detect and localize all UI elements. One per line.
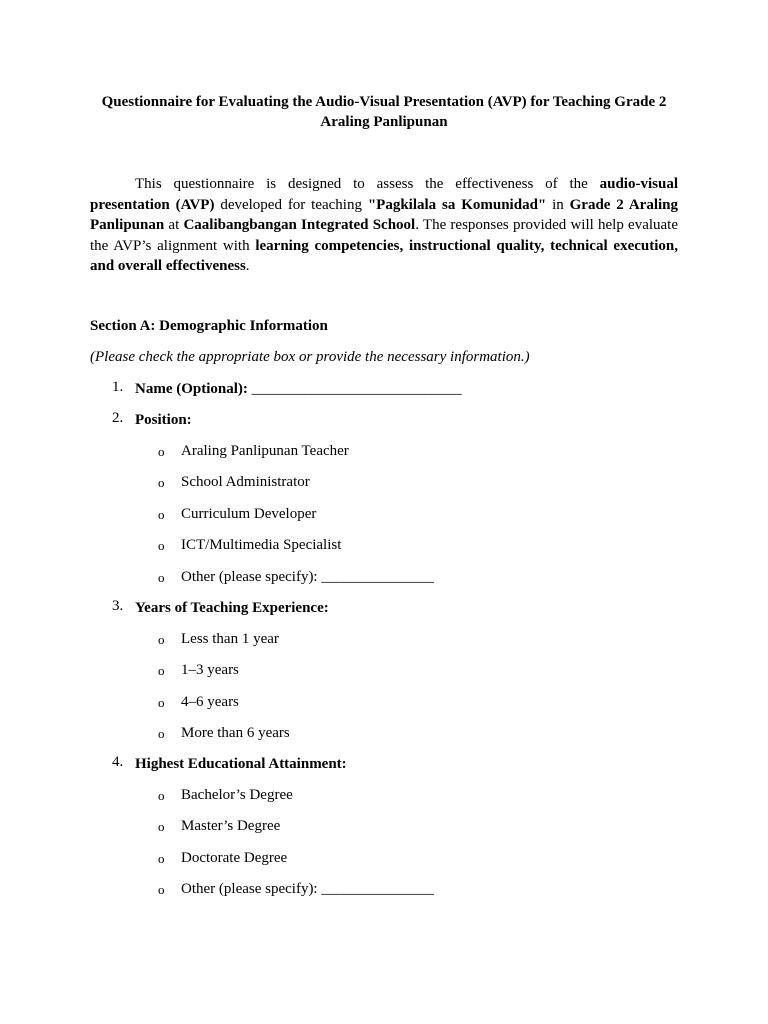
intro-bold: Grade 2 Araling Panlipunan [90, 196, 678, 233]
bullet-icon: o [158, 444, 165, 459]
question-number: 4. [112, 754, 124, 770]
bullet-icon: o [158, 632, 165, 647]
bullet-icon: o [158, 507, 165, 522]
intro-text: at [164, 217, 184, 233]
bullet-icon: o [158, 851, 165, 866]
bullet-icon: o [158, 726, 165, 741]
intro-text: . [245, 258, 250, 274]
question-number: 1. [112, 379, 124, 395]
intro-text: . The responses provided will help evaluate the AVP’s alignment with [90, 217, 679, 254]
bullet-icon: o [158, 695, 165, 710]
bullet-icon: o [158, 538, 165, 553]
option-item[interactable]: Araling Panlipunan Teacher [181, 443, 349, 459]
intro-bold: Caalibangbangan Integrated School [183, 217, 416, 233]
option-item[interactable]: Master’s Degree [181, 818, 281, 834]
question-number: 2. [112, 410, 124, 426]
question-label: Position: [135, 412, 192, 428]
option-item[interactable]: Curriculum Developer [181, 506, 317, 522]
option-item[interactable]: Bachelor’s Degree [181, 787, 293, 803]
question-label: Highest Educational Attainment: [135, 756, 347, 772]
option-item[interactable]: 1–3 years [181, 662, 239, 678]
document-title: Questionnaire for Evaluating the Audio-Visual Presentation (AVP) for Teaching Grade 2 Araling Panlipunan [101, 94, 667, 130]
intro-text: This questionnaire is designed to assess the effectiveness of the [135, 176, 600, 192]
bullet-icon: o [158, 475, 165, 490]
question-number: 3. [112, 598, 124, 614]
section-a-note: (Please check the appropriate box or provide the necessary information.) [90, 349, 530, 365]
intro-text: developed for teaching [214, 196, 368, 213]
intro-text: in [546, 196, 570, 213]
bullet-icon: o [158, 819, 165, 834]
option-item[interactable]: More than 6 years [181, 725, 290, 741]
intro-bold: learning competencies, instructional quality, technical execution, and overall effectiveness [90, 237, 678, 274]
question-label: Name (Optional): [135, 381, 248, 397]
intro-bold: "Pagkilala sa Komunidad" [367, 196, 547, 213]
section-a-heading: Section A: Demographic Information [90, 318, 328, 334]
bullet-icon: o [158, 788, 165, 803]
option-item[interactable]: Other (please specify): _______________ [181, 569, 434, 585]
intro-bold: audio-visual presentation (AVP) [90, 176, 678, 213]
option-item[interactable]: Doctorate Degree [181, 850, 288, 866]
intro-paragraph [90, 174, 678, 277]
bullet-icon: o [158, 882, 165, 897]
option-item[interactable]: Less than 1 year [181, 631, 279, 647]
name-blank-field[interactable]: ____________________________ [251, 381, 462, 397]
option-item[interactable]: School Administrator [181, 474, 310, 490]
bullet-icon: o [158, 663, 165, 678]
bullet-icon: o [158, 570, 165, 585]
question-label: Years of Teaching Experience: [135, 600, 329, 616]
option-item[interactable]: ICT/Multimedia Specialist [181, 537, 342, 553]
option-item[interactable]: Other (please specify): _______________ [181, 881, 434, 897]
option-item[interactable]: 4–6 years [181, 694, 239, 710]
question-name [135, 379, 462, 399]
